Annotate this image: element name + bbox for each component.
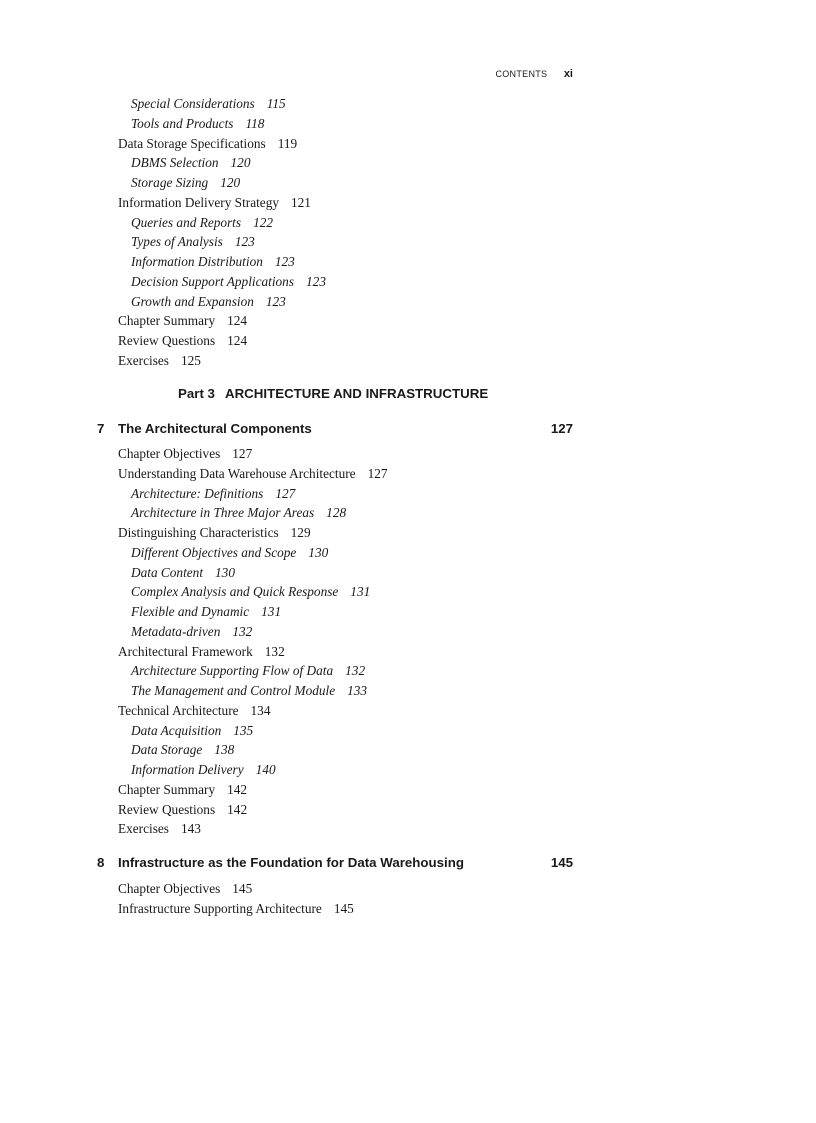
toc-entry[interactable]	[131, 584, 370, 600]
toc-entry-title: The Management and Control Module	[131, 683, 336, 698]
toc-entry[interactable]	[131, 742, 234, 758]
toc-entry[interactable]	[118, 525, 311, 541]
toc-entry-page: 127	[275, 485, 296, 501]
toc-entry[interactable]	[118, 466, 388, 482]
toc-entry-page: 138	[214, 742, 235, 758]
toc-entry-page: 131	[350, 584, 371, 600]
toc-entry-page: 132	[345, 663, 366, 679]
toc-entry-page: 140	[255, 762, 276, 777]
toc-entry-title: Queries and Reports	[131, 214, 242, 230]
toc-entry-page: 121	[291, 194, 311, 210]
toc-entry-title: Chapter Objectives	[118, 446, 221, 461]
toc-entry-title: Review Questions	[118, 333, 216, 348]
toc-entry[interactable]	[118, 821, 201, 837]
toc-entry[interactable]	[118, 901, 354, 917]
toc-entry-page: 145	[333, 900, 354, 916]
toc-entry-title: Growth and Expansion	[131, 293, 254, 309]
toc-entry-title: Architecture: Definitions	[131, 485, 264, 501]
toc-entry-title: Exercises	[118, 352, 169, 368]
toc-entry[interactable]	[131, 762, 276, 778]
toc-entry-page: 123	[306, 273, 326, 289]
toc-entry[interactable]	[131, 723, 253, 739]
toc-entry-title: Chapter Summary	[118, 781, 216, 797]
toc-entry-title: Special Considerations	[131, 96, 255, 111]
toc-entry[interactable]	[131, 486, 295, 502]
toc-entry-page: 132	[232, 623, 253, 639]
toc-entry-page: 145	[232, 881, 253, 896]
toc-entry-title: Flexible and Dynamic	[131, 604, 250, 619]
toc-entry-title: Metadata-driven	[131, 623, 221, 639]
toc-entry[interactable]	[118, 703, 270, 719]
running-head-label: CONTENTS	[495, 69, 548, 79]
toc-entry-title: Understanding Data Warehouse Architecture	[118, 465, 356, 481]
toc-entry-page: 142	[227, 801, 248, 817]
toc-entry-title: Complex Analysis and Quick Response	[131, 584, 339, 600]
chapter-page: 127	[550, 421, 573, 436]
toc-entry[interactable]	[131, 545, 328, 561]
toc-entry-page: 118	[245, 115, 265, 131]
toc-entry-page: 127	[232, 446, 253, 461]
toc-entry-title: Information Delivery	[131, 762, 244, 777]
toc-entry-page: 142	[227, 781, 248, 797]
toc-entry[interactable]	[131, 155, 250, 171]
toc-entry[interactable]	[118, 313, 247, 329]
toc-entry-page: 125	[180, 352, 201, 368]
toc-entry[interactable]	[131, 624, 252, 640]
toc-entry-title: DBMS Selection	[131, 155, 219, 171]
toc-entry-title: Storage Sizing	[131, 175, 209, 190]
toc-entry[interactable]	[118, 644, 285, 660]
toc-entry-page: 131	[261, 604, 282, 619]
toc-entry-page: 129	[290, 525, 311, 540]
toc-entry-title: Tools and Products	[131, 115, 234, 131]
toc-entry[interactable]	[131, 234, 255, 250]
toc-entry[interactable]	[131, 96, 286, 112]
toc-entry[interactable]	[131, 175, 240, 191]
toc-entry-title: Technical Architecture	[118, 702, 239, 718]
toc-entry-title: Decision Support Applications	[131, 273, 295, 289]
chapter-heading-7[interactable]	[97, 421, 573, 436]
toc-entry[interactable]	[118, 802, 247, 818]
toc-entry[interactable]	[131, 505, 346, 521]
toc-entry-page: 120	[230, 155, 251, 171]
part-heading	[178, 386, 488, 401]
toc-entry-title: Data Storage Specifications	[118, 135, 266, 151]
toc-entry[interactable]	[131, 254, 295, 270]
toc-entry-title: Data Acquisition	[131, 722, 222, 738]
toc-entry[interactable]	[131, 215, 273, 231]
toc-entry-page: 119	[277, 135, 298, 151]
toc-entry-title: Architecture in Three Major Areas	[131, 505, 315, 521]
toc-entry[interactable]	[118, 881, 252, 897]
toc-entry[interactable]	[131, 565, 235, 581]
toc-entry[interactable]	[131, 274, 326, 290]
toc-entry-page: 124	[227, 313, 248, 329]
toc-entry[interactable]	[118, 353, 201, 369]
chapter-page: 145	[550, 855, 573, 870]
toc-entry-page: 134	[250, 702, 271, 718]
toc-entry-page: 120	[220, 175, 241, 190]
chapter-number: 7	[97, 421, 105, 436]
toc-entry-page: 127	[367, 465, 388, 481]
toc-entry-page: 123	[234, 234, 255, 250]
part-title: ARCHITECTURE AND INFRASTRUCTURE	[224, 386, 489, 401]
toc-entry-title: Infrastructure Supporting Architecture	[118, 900, 322, 916]
toc-entry-title: Distinguishing Characteristics	[118, 525, 279, 540]
toc-entry-page: 133	[347, 683, 368, 698]
toc-entry-page: 123	[265, 293, 286, 309]
toc-entry-page: 122	[253, 214, 274, 230]
toc-entry-page: 124	[227, 333, 248, 348]
page-number: xi	[563, 68, 573, 80]
toc-entry-page: 128	[326, 505, 347, 521]
toc-entry-title: Data Storage	[131, 742, 203, 758]
toc-entry[interactable]	[118, 333, 247, 349]
chapter-title: Infrastructure as the Foundation for Data Warehousing	[118, 855, 464, 870]
chapter-heading-8[interactable]	[97, 855, 573, 870]
toc-entry-title: Chapter Summary	[118, 313, 216, 329]
toc-entry-title: Types of Analysis	[131, 234, 223, 250]
toc-entry-title: Different Objectives and Scope	[131, 544, 297, 560]
toc-entry[interactable]	[131, 116, 264, 132]
toc-entry-page: 135	[233, 722, 254, 738]
toc-entry-page: 123	[274, 254, 295, 269]
toc-entry-title: Architecture Supporting Flow of Data	[131, 663, 334, 679]
toc-entry[interactable]	[118, 782, 247, 798]
toc-entry-title: Review Questions	[118, 801, 216, 817]
toc-entry-title: Information Delivery Strategy	[118, 194, 279, 210]
toc-entry[interactable]	[131, 683, 367, 699]
toc-entry[interactable]	[131, 663, 365, 679]
toc-entry-page: 143	[180, 821, 201, 837]
toc-entry-title: Data Content	[131, 564, 204, 580]
toc-entry-page: 132	[264, 643, 285, 659]
chapter-number: 8	[97, 855, 105, 870]
toc-entry-page: 130	[215, 564, 235, 580]
toc-entry-title: Exercises	[118, 821, 169, 837]
part-label: Part 3	[178, 386, 215, 401]
toc-entry-title: Chapter Objectives	[118, 881, 221, 896]
toc-entry[interactable]	[118, 136, 297, 152]
toc-entry[interactable]	[131, 604, 281, 620]
toc-entry[interactable]	[118, 195, 311, 211]
toc-entry-page: 130	[308, 544, 329, 560]
chapter-title: The Architectural Components	[118, 421, 312, 436]
toc-entry-title: Information Distribution	[131, 254, 263, 269]
toc-entry-page: 115	[266, 96, 286, 111]
toc-entry-title: Architectural Framework	[118, 643, 253, 659]
toc-entry[interactable]	[131, 294, 286, 310]
toc-entry[interactable]	[118, 446, 252, 462]
